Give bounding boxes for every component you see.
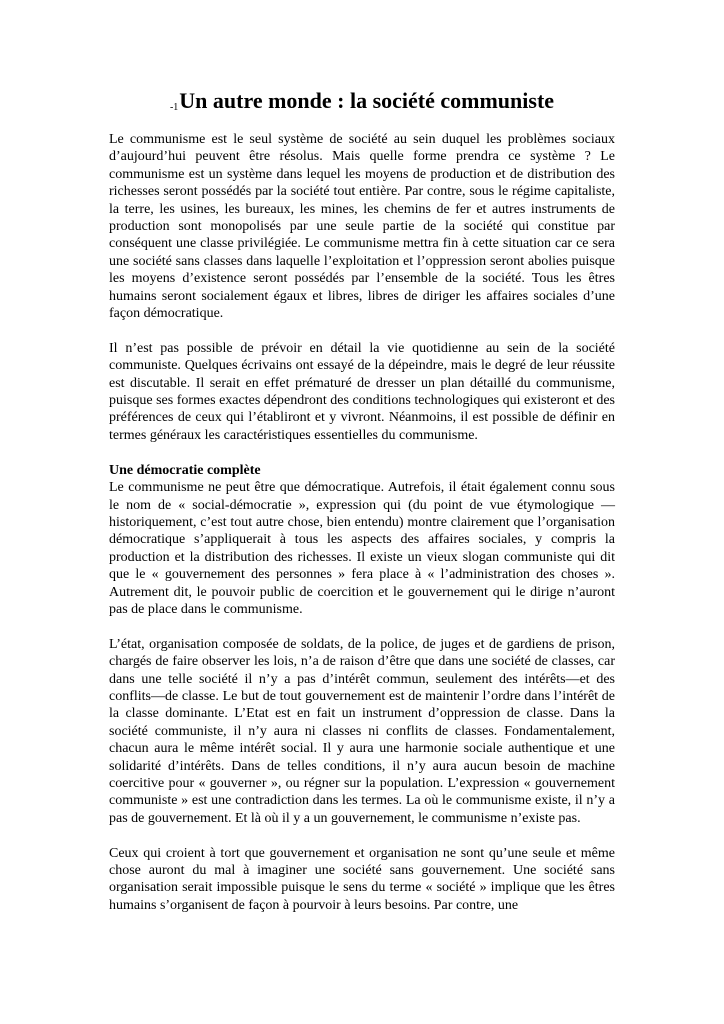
title-footnote-marker: -1: [169, 102, 179, 113]
document-body: [109, 131, 615, 932]
paragraph: Le communisme ne peut être que démocratique. Autrefois, il était également connu sous le nom de « social-démocratie », expression qui (du point de vue étymologique —historiquement, c’est tout autre chose, bien entendu) montre clairement que l’organisation démocratique s’appliquerait à tous les aspects des affaires sociales, y compris la production et la distribution des richesses. Il existe un vieux slogan communiste qui dit que le « gouvernement des personnes » fera place à « l’administration des choses ». Autrement dit, le pouvoir public de coercition et le gouvernement qui le dirige n’auront pas de place dans le communisme.: [109, 480, 615, 617]
title-text: Un autre monde : la société communiste: [179, 88, 555, 113]
paragraph: L’état, organisation composée de soldats, de la police, de juges et de gardiens de prison, chargés de faire observer les lois, n’a de raison d’être que dans une société de classes, car dans une telle société il n’y a pas d’intérêt commun, seulement des intérêts—et des conflits—de classe. Le but de tout gouvernement est de maintenir l’ordre dans l’intérêt de la classe dominante. L’Etat est en fait un instrument d’oppression de classe. Dans la société communiste, il n’y aura ni classes ni conflits de classes. Fondamentalement, chacun aura le même intérêt social. Il y aura une harmonie sociale authentique et une solidarité d’intérêts. Dans de telles conditions, il n’y aura aucun besoin de machine coercitive pour « gouverner », ou régner sur la population. L’expression « gouvernement communiste » est une contradiction dans les termes. La où le communisme existe, il n’y a pas de gouvernement. Et là où il y a un gouvernement, le communisme n’existe pas.: [109, 636, 615, 826]
section-heading: Une démocratie complète: [109, 462, 261, 478]
page-title: [0, 86, 724, 123]
paragraph: Il n’est pas possible de prévoir en détail la vie quotidienne au sein de la société communiste. Quelques écrivains ont essayé de la dépeindre, mais le degré de leur réussite est discutable. Il serait en effet prématuré de dresser un plan détaillé du communisme, puisque ses formes exactes dépendront des conditions technologiques qui existeront et des préférences de ceux qui l’établiront et y vivront. Néanmoins, il est possible de définir en termes généraux les caractéristiques essentielles du communisme.: [109, 340, 615, 443]
paragraph: Ceux qui croient à tort que gouvernement et organisation ne sont qu’une seule et même chose auront du mal à imaginer une société sans gouvernement. Une société sans organisation serait impossible puisque le sens du terme « société » implique que les êtres humains s’organisent de façon à pourvoir à leurs besoins. Par contre, une: [109, 845, 615, 913]
paragraph: Le communisme est le seul système de société au sein duquel les problèmes sociaux d’aujourd’hui peuvent être résolus. Mais quelle forme prendra ce système ? Le communisme est un système dans lequel les moyens de production et de distribution des richesses seront possédés par la société tout entière. Par contre, sous le régime capitaliste, la terre, les usines, les bureaux, les mines, les chemins de fer et autres instruments de production sont monopolisés par une seule partie de la société qui constitue par conséquent une classe privilégiée. Le communisme mettra fin à cette situation car ce sera une société sans classes dans laquelle l’exploitation et l’oppression seront abolies puisque les moyens d’existence seront possédés par l’ensemble de la société. Tous les êtres humains seront socialement égaux et libres, libres de diriger les affaires sociales d’une façon démocratique.: [109, 132, 615, 322]
